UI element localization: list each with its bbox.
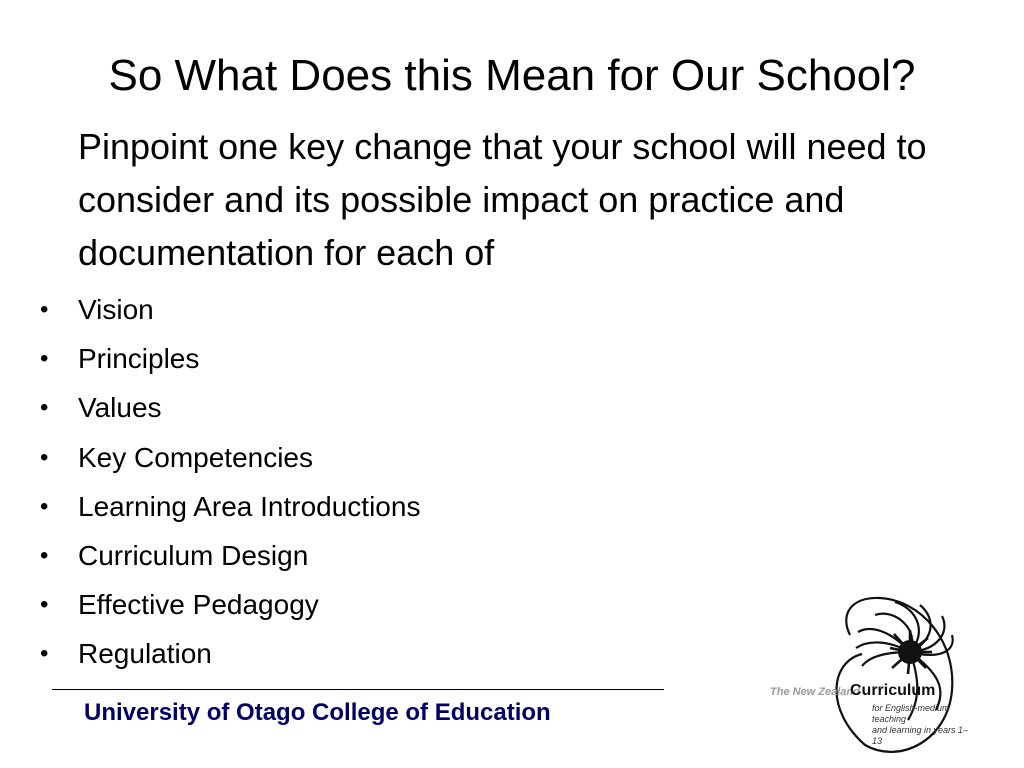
bullet-list (40, 285, 640, 679)
bullet-dot-icon: • (40, 492, 49, 520)
bullet-item-effective-pedagogy (40, 580, 640, 629)
bullet-dot-icon: • (40, 541, 49, 569)
bullet-item-key-competencies (40, 433, 640, 482)
bullet-text: Principles (78, 343, 200, 375)
bullet-text: Values (78, 392, 162, 424)
bullet-text: Key Competencies (78, 441, 314, 473)
bullet-text: Curriculum Design (78, 539, 309, 571)
logo-tagline-line: for English-medium teaching (872, 703, 950, 724)
logo-tagline (872, 703, 970, 747)
bullet-dot-icon: • (40, 443, 49, 471)
bullet-text: Effective Pedagogy (78, 589, 319, 621)
logo-prefix: The New Zealand (770, 686, 860, 698)
bullet-text: Learning Area Introductions (78, 490, 421, 522)
logo-wordmark: Curriculum (850, 682, 936, 699)
bullet-item-regulation (40, 629, 640, 678)
intro-paragraph: Pinpoint one key change that your school will need to consider and its possible impact on practice and documentation for each of (78, 126, 927, 273)
curriculum-logo (770, 590, 970, 755)
bullet-dot-icon: • (40, 296, 49, 323)
bullet-item-values (40, 383, 640, 432)
footer-institution: University of Otago College of Education (84, 699, 551, 726)
bullet-dot-icon: • (40, 394, 49, 422)
logo-tagline-line: and learning in years 1–13 (872, 725, 969, 746)
footer-divider (52, 689, 664, 690)
bullet-dot-icon: • (40, 345, 49, 373)
bullet-item-curriculum-design (40, 531, 640, 580)
bullet-dot-icon: • (40, 591, 49, 619)
bullet-item-learning-area-introductions (40, 482, 640, 531)
bullet-dot-icon: • (40, 640, 49, 668)
slide-title: So What Does this Mean for Our School? (108, 51, 916, 100)
bullet-text: Regulation (78, 638, 212, 670)
bullet-item-principles (40, 334, 640, 383)
bullet-item-vision (40, 285, 640, 334)
bullet-text: Vision (78, 294, 154, 325)
